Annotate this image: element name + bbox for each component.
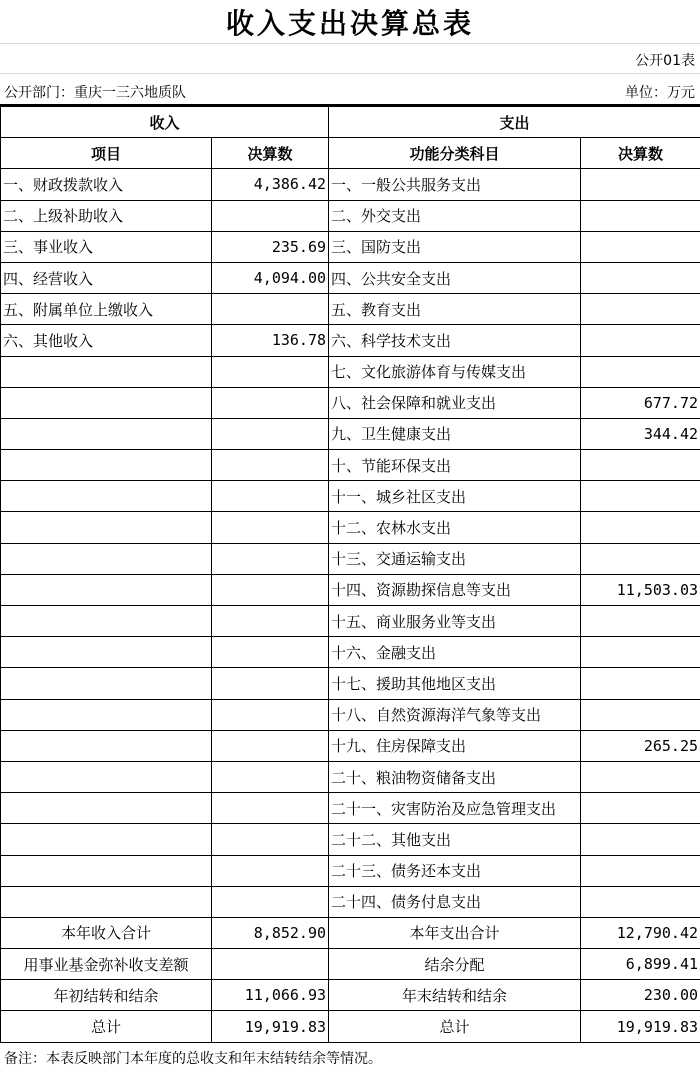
col-header-amount: 决算数 <box>212 138 329 169</box>
income-amount-cell <box>212 606 329 637</box>
expense-amount-cell <box>581 855 700 886</box>
table-row <box>1 387 700 418</box>
income-item-cell: 四、经营收入 <box>1 262 212 293</box>
table-row <box>1 637 700 668</box>
expense-item-cell: 十七、援助其他地区支出 <box>329 668 581 699</box>
table-row <box>1 824 700 855</box>
expense-amount-cell <box>581 294 700 325</box>
expense-amount-cell <box>581 761 700 792</box>
income-amount-cell <box>212 418 329 449</box>
expense-amount-cell: 6,899.41 <box>581 949 700 980</box>
income-item-cell <box>1 606 212 637</box>
table-row <box>1 512 700 543</box>
expense-item-cell: 二十三、债务还本支出 <box>329 855 581 886</box>
income-item-cell: 本年收入合计 <box>1 917 212 948</box>
income-item-cell: 总计 <box>1 1011 212 1042</box>
income-amount-cell <box>212 793 329 824</box>
expense-amount-cell: 344.42 <box>581 418 700 449</box>
expense-item-cell: 二十二、其他支出 <box>329 824 581 855</box>
expense-item-cell: 七、文化旅游体育与传媒支出 <box>329 356 581 387</box>
summary-row <box>1 1011 700 1042</box>
col-header-amount2: 决算数 <box>581 138 700 169</box>
expense-amount-cell: 12,790.42 <box>581 917 700 948</box>
expense-amount-cell <box>581 450 700 481</box>
income-item-cell: 五、附属单位上缴收入 <box>1 294 212 325</box>
expense-amount-cell <box>581 512 700 543</box>
table-row <box>1 418 700 449</box>
income-amount-cell <box>212 512 329 543</box>
expense-item-cell: 三、国防支出 <box>329 231 581 262</box>
income-item-cell: 六、其他收入 <box>1 325 212 356</box>
table-row <box>1 481 700 512</box>
expense-amount-cell: 677.72 <box>581 387 700 418</box>
col-header-category: 功能分类科目 <box>329 138 581 169</box>
form-code: 公开01表 <box>635 53 695 69</box>
expense-item-cell: 二、外交支出 <box>329 200 581 231</box>
table-row <box>1 574 700 605</box>
expense-item-cell: 二十、粮油物资储备支出 <box>329 761 581 792</box>
income-amount-cell <box>212 200 329 231</box>
expense-item-cell: 十九、住房保障支出 <box>329 730 581 761</box>
expense-item-cell: 十四、资源勘探信息等支出 <box>329 574 581 605</box>
expense-item-cell: 总计 <box>329 1011 581 1042</box>
table-row <box>1 855 700 886</box>
income-amount-cell <box>212 949 329 980</box>
expense-amount-cell <box>581 200 700 231</box>
table-row <box>1 325 700 356</box>
expense-amount-cell <box>581 886 700 917</box>
table-row <box>1 886 700 917</box>
table-row <box>1 200 700 231</box>
expense-item-cell: 四、公共安全支出 <box>329 262 581 293</box>
income-item-cell <box>1 730 212 761</box>
income-item-cell <box>1 761 212 792</box>
expense-item-cell: 年末结转和结余 <box>329 980 581 1011</box>
expense-amount-cell: 230.00 <box>581 980 700 1011</box>
income-amount-cell <box>212 543 329 574</box>
income-item-cell <box>1 699 212 730</box>
expense-item-cell: 十、节能环保支出 <box>329 450 581 481</box>
expense-amount-cell <box>581 824 700 855</box>
summary-row <box>1 980 700 1011</box>
table-row <box>1 730 700 761</box>
table-row <box>1 262 700 293</box>
expense-amount-cell: 265.25 <box>581 730 700 761</box>
income-item-cell <box>1 855 212 886</box>
income-amount-cell <box>212 855 329 886</box>
table-row <box>1 668 700 699</box>
income-amount-cell: 4,386.42 <box>212 169 329 200</box>
expense-item-cell: 九、卫生健康支出 <box>329 418 581 449</box>
income-amount-cell <box>212 637 329 668</box>
table-body <box>1 169 700 1042</box>
income-amount-cell <box>212 356 329 387</box>
expense-amount-cell <box>581 262 700 293</box>
expense-item-cell: 结余分配 <box>329 949 581 980</box>
income-amount-cell <box>212 450 329 481</box>
table-row <box>1 356 700 387</box>
expense-item-cell: 六、科学技术支出 <box>329 325 581 356</box>
expense-amount-cell <box>581 699 700 730</box>
expense-item-cell: 十一、城乡社区支出 <box>329 481 581 512</box>
report-title: 收入支出决算总表 <box>0 0 700 44</box>
income-amount-cell: 8,852.90 <box>212 917 329 948</box>
col-header-item: 项目 <box>1 138 212 169</box>
expense-amount-cell <box>581 325 700 356</box>
income-item-cell <box>1 356 212 387</box>
income-amount-cell: 136.78 <box>212 325 329 356</box>
income-section-header: 收入 <box>1 107 329 138</box>
expense-item-cell: 二十一、灾害防治及应急管理支出 <box>329 793 581 824</box>
section-header-row <box>1 107 700 138</box>
income-amount-cell <box>212 824 329 855</box>
expense-amount-cell <box>581 668 700 699</box>
income-item-cell <box>1 637 212 668</box>
income-amount-cell <box>212 294 329 325</box>
expense-amount-cell <box>581 481 700 512</box>
expense-amount-cell <box>581 606 700 637</box>
income-item-cell <box>1 574 212 605</box>
income-item-cell <box>1 824 212 855</box>
income-amount-cell <box>212 730 329 761</box>
income-amount-cell: 11,066.93 <box>212 980 329 1011</box>
expense-amount-cell <box>581 793 700 824</box>
income-item-cell <box>1 387 212 418</box>
table-row <box>1 294 700 325</box>
expense-amount-cell <box>581 543 700 574</box>
footnote: 备注：本表反映部门本年度的总收支和年末结转结余等情况。 <box>4 1051 382 1067</box>
income-amount-cell <box>212 761 329 792</box>
income-amount-cell: 19,919.83 <box>212 1011 329 1042</box>
income-item-cell: 三、事业收入 <box>1 231 212 262</box>
income-item-cell: 年初结转和结余 <box>1 980 212 1011</box>
expense-item-cell: 十六、金融支出 <box>329 637 581 668</box>
expense-item-cell: 五、教育支出 <box>329 294 581 325</box>
expense-item-cell: 本年支出合计 <box>329 917 581 948</box>
income-item-cell <box>1 668 212 699</box>
income-amount-cell <box>212 481 329 512</box>
table-row <box>1 231 700 262</box>
expense-item-cell: 二十四、债务付息支出 <box>329 886 581 917</box>
income-item-cell <box>1 543 212 574</box>
table-row <box>1 793 700 824</box>
income-item-cell <box>1 512 212 543</box>
income-amount-cell <box>212 574 329 605</box>
form-code-row <box>0 44 700 74</box>
expense-item-cell: 十二、农林水支出 <box>329 512 581 543</box>
unit-label: 单位：万元 <box>625 85 695 101</box>
income-amount-cell <box>212 668 329 699</box>
income-item-cell <box>1 481 212 512</box>
summary-row <box>1 917 700 948</box>
income-item-cell <box>1 793 212 824</box>
column-header-row <box>1 138 700 169</box>
summary-row <box>1 949 700 980</box>
expense-amount-cell: 11,503.03 <box>581 574 700 605</box>
income-item-cell <box>1 886 212 917</box>
table-row <box>1 169 700 200</box>
income-item-cell <box>1 418 212 449</box>
income-amount-cell <box>212 886 329 917</box>
expense-item-cell: 一、一般公共服务支出 <box>329 169 581 200</box>
table-row <box>1 543 700 574</box>
table-row <box>1 606 700 637</box>
expense-amount-cell: 19,919.83 <box>581 1011 700 1042</box>
income-item-cell <box>1 450 212 481</box>
table-row <box>1 761 700 792</box>
expense-item-cell: 十八、自然资源海洋气象等支出 <box>329 699 581 730</box>
income-item-cell: 用事业基金弥补收支差额 <box>1 949 212 980</box>
table-row <box>1 699 700 730</box>
expense-amount-cell <box>581 231 700 262</box>
info-row <box>0 74 700 106</box>
expense-amount-cell <box>581 356 700 387</box>
income-amount-cell: 235.69 <box>212 231 329 262</box>
income-amount-cell <box>212 699 329 730</box>
department-label: 公开部门：重庆一三六地质队 <box>4 85 186 101</box>
budget-table <box>0 106 700 1043</box>
income-amount-cell <box>212 387 329 418</box>
income-item-cell: 二、上级补助收入 <box>1 200 212 231</box>
income-item-cell: 一、财政拨款收入 <box>1 169 212 200</box>
expense-section-header: 支出 <box>329 107 700 138</box>
income-amount-cell: 4,094.00 <box>212 262 329 293</box>
expense-amount-cell <box>581 169 700 200</box>
expense-item-cell: 十三、交通运输支出 <box>329 543 581 574</box>
expense-amount-cell <box>581 637 700 668</box>
expense-item-cell: 十五、商业服务业等支出 <box>329 606 581 637</box>
expense-item-cell: 八、社会保障和就业支出 <box>329 387 581 418</box>
table-row <box>1 450 700 481</box>
